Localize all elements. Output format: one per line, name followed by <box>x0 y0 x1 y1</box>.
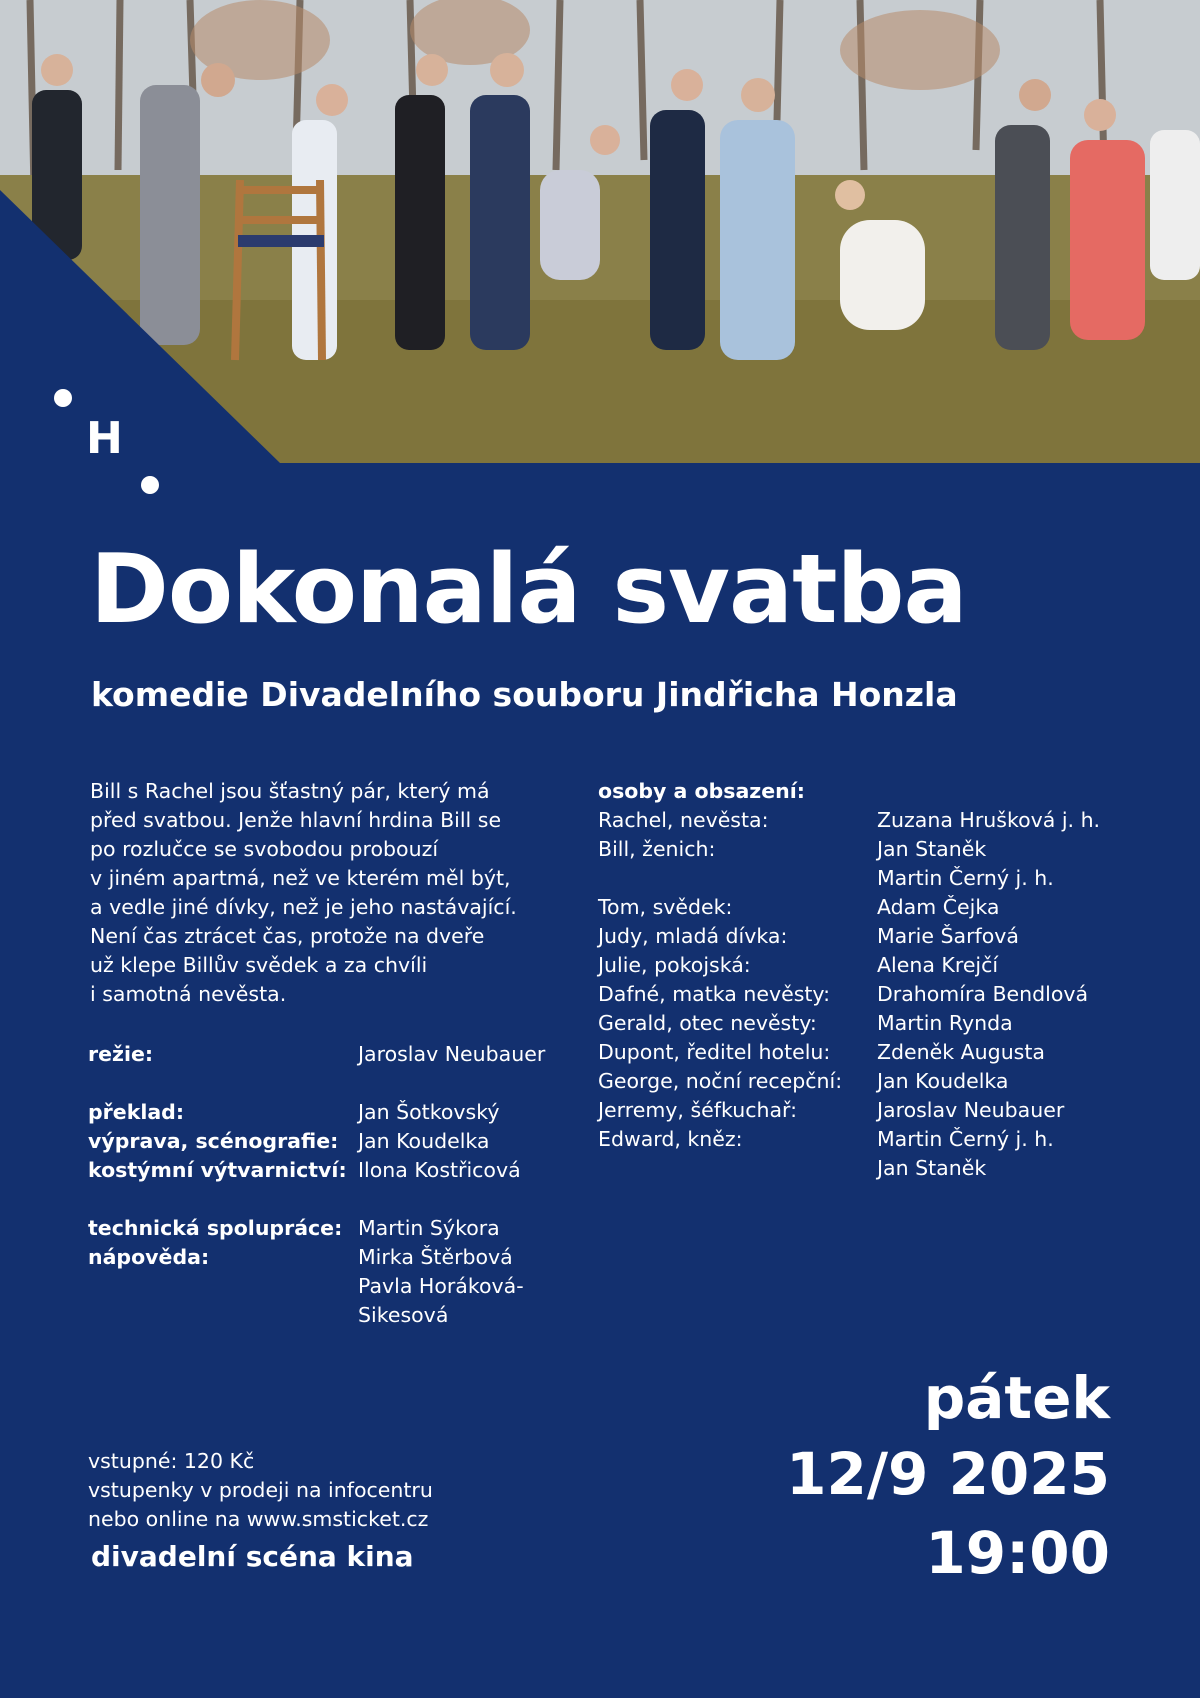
cast-actor: Jan Staněk <box>877 1156 987 1180</box>
corner-triangle <box>0 0 1200 463</box>
event-date: 12/9 2025 <box>786 1440 1110 1508</box>
cast-role: George, noční recepční: <box>598 1069 843 1093</box>
cast-role: Rachel, nevěsta: <box>598 808 769 832</box>
cast-role: Dupont, ředitel hotelu: <box>598 1040 831 1064</box>
synopsis-line: Není čas ztrácet čas, protože na dveře <box>90 924 485 948</box>
cast-row <box>598 922 1158 951</box>
synopsis-line: Bill s Rachel jsou šťastný pár, který má <box>90 779 490 803</box>
cast-row <box>598 980 1158 1009</box>
crew-value: Ilona Kostřicová <box>358 1158 521 1182</box>
cast-row <box>598 1125 1158 1154</box>
crew-value: Jan Šotkovský <box>358 1100 500 1124</box>
crew-value-line: Mirka Štěrbová <box>358 1245 513 1269</box>
cast-role: Jerremy, šéfkuchař: <box>598 1098 797 1122</box>
synopsis-line: i samotná nevěsta. <box>90 982 287 1006</box>
cast-role: Gerald, otec nevěsty: <box>598 1011 817 1035</box>
cast-role: Julie, pokojská: <box>598 953 751 977</box>
crew-value: Martin Sýkora <box>358 1216 500 1240</box>
crew-row-translation <box>88 1098 588 1127</box>
cast-actor: Drahomíra Bendlová <box>877 982 1089 1006</box>
venue: divadelní scéna kina <box>91 1540 414 1573</box>
crew-row-directing <box>88 1040 588 1069</box>
cast-row <box>598 1096 1158 1125</box>
synopsis-line: v jiném apartmá, než ve kterém měl být, <box>90 866 511 890</box>
crew-row-prompter <box>88 1243 588 1330</box>
crew-value: Jan Koudelka <box>358 1129 490 1153</box>
cast-row <box>598 1154 1158 1183</box>
cast-row <box>598 1067 1158 1096</box>
cast-photo <box>0 0 1200 463</box>
cast-actor: Marie Šarfová <box>877 924 1019 948</box>
crew-label: nápověda: <box>88 1245 210 1269</box>
synopsis-line: po rozlučce se svobodou probouzí <box>90 837 439 861</box>
cast-list <box>598 777 1158 1183</box>
cast-actor: Jaroslav Neubauer <box>877 1098 1065 1122</box>
crew-row-technical <box>88 1214 588 1243</box>
synopsis-line: a vedle jiné dívky, než je jeho nastávající. <box>90 895 517 919</box>
cast-role: Judy, mladá dívka: <box>598 924 788 948</box>
cast-actor: Alena Krejčí <box>877 953 999 977</box>
cast-row <box>598 893 1158 922</box>
play-subtitle: komedie Divadelního souboru Jindřicha Honzla <box>91 675 958 714</box>
cast-actor: Zdeněk Augusta <box>877 1040 1045 1064</box>
tickets-info: nebo online na www.smsticket.cz <box>88 1507 429 1531</box>
cast-row <box>598 1009 1158 1038</box>
cast-actor: Jan Koudelka <box>877 1069 1009 1093</box>
logo-letter: H <box>86 413 123 464</box>
cast-actor: Jan Staněk <box>877 837 987 861</box>
cast-role <box>598 1154 877 1183</box>
cast-actor: Zuzana Hrušková j. h. <box>877 808 1101 832</box>
admission-price: vstupné: 120 Kč <box>88 1449 255 1473</box>
cast-role: Edward, kněz: <box>598 1127 743 1151</box>
cast-actor: Martin Rynda <box>877 1011 1013 1035</box>
crew-value-line: Sikesová <box>358 1303 449 1327</box>
crew-value <box>358 1243 588 1330</box>
cast-role <box>598 864 877 893</box>
crew-value-line: Pavla Horáková- <box>358 1274 524 1298</box>
crew-label: překlad: <box>88 1100 185 1124</box>
event-time: 19:00 <box>925 1519 1110 1587</box>
crew-label: kostýmní výtvarnictví: <box>88 1158 347 1182</box>
cast-row <box>598 951 1158 980</box>
crew-label: režie: <box>88 1042 154 1066</box>
crew-credits <box>88 1040 588 1330</box>
event-date-block <box>786 1362 1110 1592</box>
play-title: Dokonalá svatba <box>90 535 967 645</box>
cast-row <box>598 806 1158 835</box>
event-day: pátek <box>923 1364 1110 1432</box>
cast-row <box>598 1038 1158 1067</box>
cast-row <box>598 835 1158 864</box>
crew-row-costumes <box>88 1156 588 1185</box>
crew-label: technická spolupráce: <box>88 1216 343 1240</box>
tickets-info: vstupenky v prodeji na infocentru <box>88 1478 433 1502</box>
cast-actor: Martin Černý j. h. <box>877 1127 1054 1151</box>
cast-role: Bill, ženich: <box>598 837 716 861</box>
crew-label: výprava, scénografie: <box>88 1129 339 1153</box>
synopsis <box>90 777 590 1009</box>
admission-info <box>88 1447 433 1534</box>
cast-role: Tom, svědek: <box>598 895 733 919</box>
cast-actor: Adam Čejka <box>877 895 1000 919</box>
cast-row <box>598 864 1158 893</box>
logo-dot-top <box>54 389 72 407</box>
cast-heading: osoby a obsazení: <box>598 779 805 803</box>
crew-row-set-design <box>88 1127 588 1156</box>
cast-role: Dafné, matka nevěsty: <box>598 982 830 1006</box>
synopsis-line: už klepe Billův svědek a za chvíli <box>90 953 428 977</box>
crew-value: Jaroslav Neubauer <box>358 1042 546 1066</box>
logo-dot-bottom <box>141 476 159 494</box>
synopsis-line: před svatbou. Jenže hlavní hrdina Bill se <box>90 808 502 832</box>
cast-actor: Martin Černý j. h. <box>877 866 1054 890</box>
